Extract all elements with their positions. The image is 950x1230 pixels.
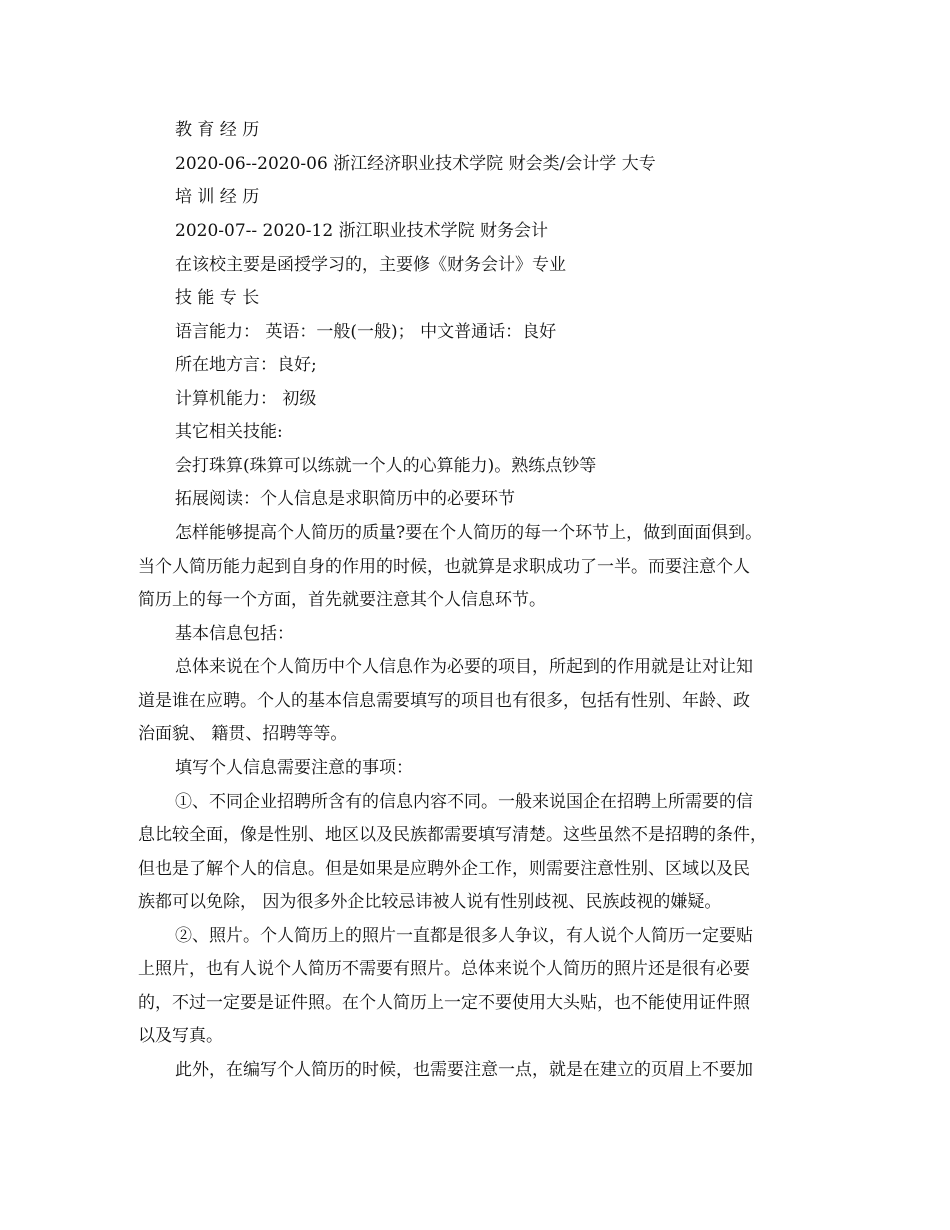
computer-skill: 计算机能力： 初级 xyxy=(175,389,317,409)
paragraph-line: 道是谁在应聘。个人的基本信息需要填写的项目也有很多，包括有性别、年龄、政 xyxy=(138,691,750,711)
section-heading-education: 教 育 经 历 xyxy=(175,120,260,140)
paragraph-line: 此外，在编写个人简历的时候，也需要注意一点，就是在建立的页眉上不要加 xyxy=(175,1060,753,1080)
other-skills-label: 其它相关技能: xyxy=(175,422,283,442)
paragraph-line: 总体来说在个人简历中个人信息作为必要的项目，所起到的作用就是让对让知 xyxy=(175,657,753,677)
education-entry: 2020-06--2020-06 浙江经济职业技术学院 财会类/会计学 大专 xyxy=(175,154,656,174)
other-skills-text: 会打珠算(珠算可以练就一个人的心算能力)。熟练点钞等 xyxy=(175,456,597,476)
section-heading-skills: 技 能 专 长 xyxy=(175,288,260,308)
basic-info-heading: 基本信息包括： xyxy=(175,624,294,644)
extended-reading-title: 拓展阅读：个人信息是求职简历中的必要环节 xyxy=(175,489,515,509)
paragraph-line: 治面貌、 籍贯、招聘等等。 xyxy=(138,724,348,744)
paragraph-line: 的，不过一定要是证件照。在个人简历上一定不要使用大头贴，也不能使用证件照 xyxy=(138,993,750,1013)
paragraph-line: 息比较全面，像是性别、地区以及民族都需要填写清楚。这些虽然不是招聘的条件， xyxy=(138,825,767,845)
training-entry: 2020-07-- 2020-12 浙江职业技术学院 财务会计 xyxy=(175,221,548,241)
language-skills: 语言能力： 英语：一般(一般)； 中文普通话：良好 xyxy=(175,322,557,342)
paragraph-line: 但也是了解个人的信息。但是如果是应聘外企工作，则需要注意性别、区域以及民 xyxy=(138,859,750,879)
paragraph-line: 上照片，也有人说个人简历不需要有照片。总体来说个人简历的照片还是很有必要 xyxy=(138,959,750,979)
paragraph-line: 以及写真。 xyxy=(138,1026,223,1046)
training-description: 在该校主要是函授学习的，主要修《财务会计》专业 xyxy=(175,255,566,275)
dialect-skill: 所在地方言：良好; xyxy=(175,355,317,375)
notes-heading: 填写个人信息需要注意的事项： xyxy=(175,758,413,778)
paragraph-line: 简历上的每一个方面，首先就要注意其个人信息环节。 xyxy=(138,590,546,610)
paragraph-line: 族都可以免除， 因为很多外企比较忌讳被人说有性别歧视、民族歧视的嫌疑。 xyxy=(138,892,722,912)
paragraph-line: 怎样能够提高个人简历的质量?要在个人简历的每一个环节上，做到面面俱到。 xyxy=(175,523,763,543)
paragraph-line: ①、不同企业招聘所含有的信息内容不同。一般来说国企在招聘上所需要的信 xyxy=(175,792,753,812)
paragraph-line: ②、照片。个人简历上的照片一直都是很多人争议，有人说个人简历一定要贴 xyxy=(175,926,753,946)
section-heading-training: 培 训 经 历 xyxy=(175,187,260,207)
paragraph-line: 当个人简历能力起到自身的作用的时候，也就算是求职成功了一半。而要注意个人 xyxy=(138,557,750,577)
